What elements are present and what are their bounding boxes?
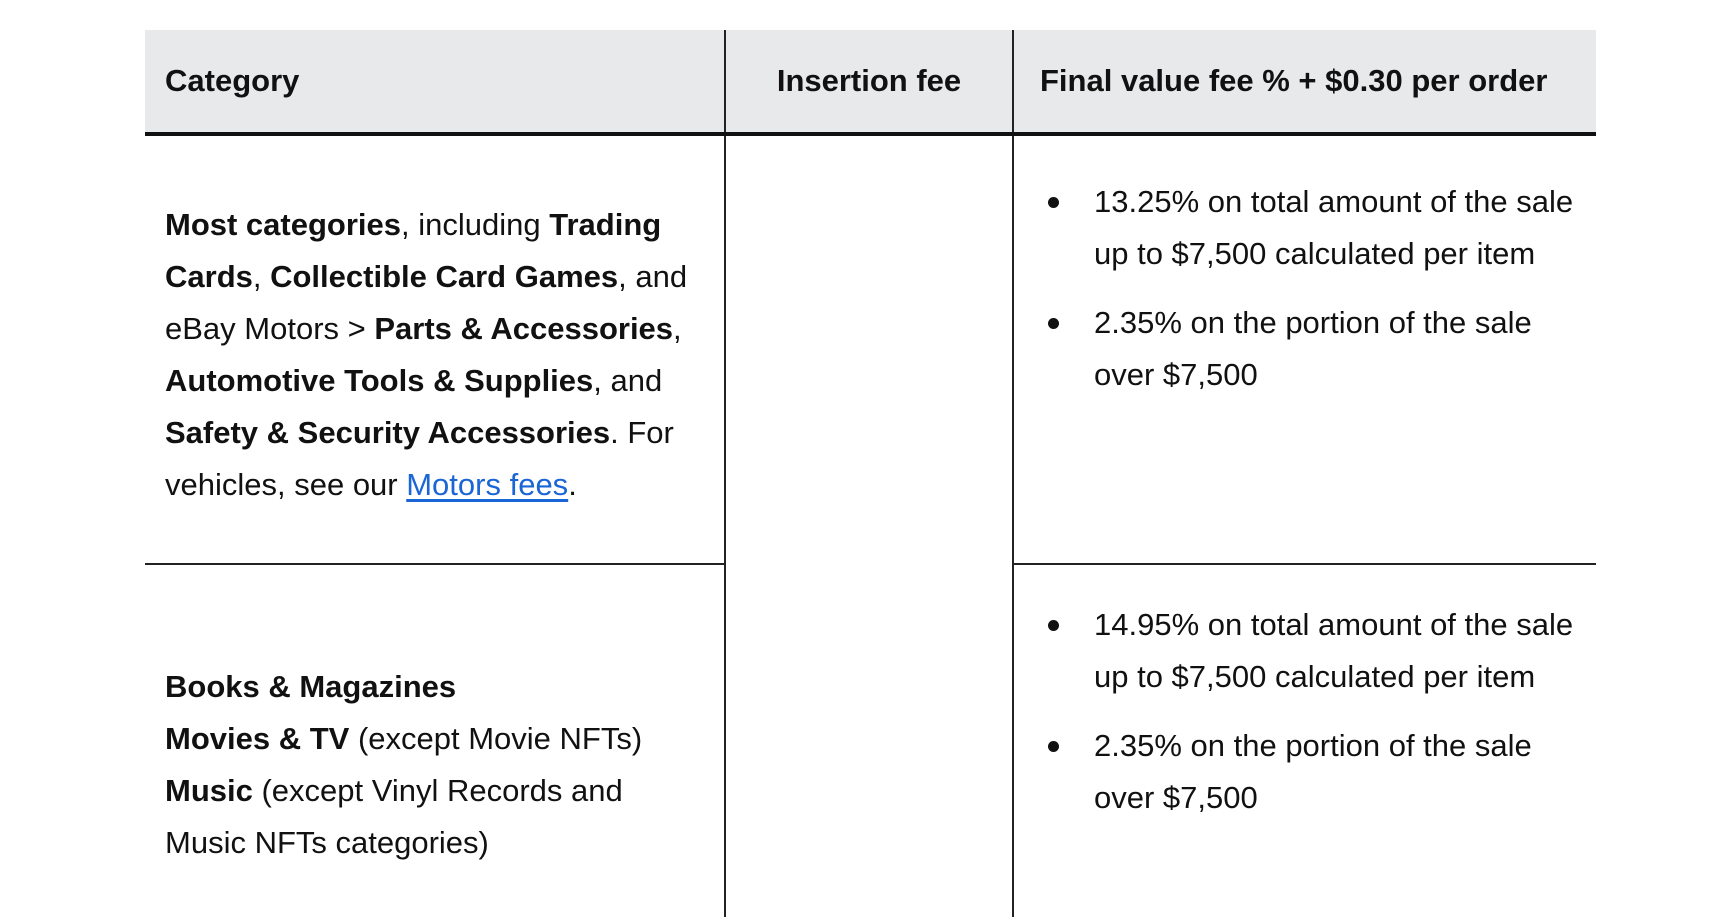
- category-line-books: [165, 661, 704, 713]
- final-value-fee-cell: [1013, 134, 1596, 564]
- table-row: [145, 134, 1596, 564]
- category-parts-accessories: Parts & Accessories: [374, 310, 674, 346]
- category-books: Books & Magazines: [165, 669, 457, 704]
- category-text: .: [568, 466, 577, 502]
- category-text: . For vehicles, see our: [165, 414, 674, 502]
- bullet-icon: [1048, 197, 1059, 208]
- category-text: ,: [673, 310, 682, 346]
- header-category: Category: [145, 30, 725, 134]
- category-safety-security: Safety & Security Accessories: [165, 414, 611, 450]
- category-movies: Movies & TV: [165, 721, 350, 756]
- final-value-fee-cell: [1013, 564, 1596, 917]
- table-header-row: [145, 30, 1596, 134]
- motors-fees-link[interactable]: Motors fees: [406, 466, 569, 502]
- fees-table: [145, 30, 1596, 917]
- category-text: , and eBay Motors >: [165, 258, 688, 346]
- header-insertion-fee: Insertion fee: [725, 30, 1013, 134]
- category-music: Music: [165, 773, 253, 808]
- list-item: [1034, 720, 1576, 824]
- category-text: , including: [401, 206, 550, 242]
- list-item: [1034, 599, 1576, 703]
- category-note: (except Movie NFTs): [349, 721, 643, 756]
- fee-text: 13.25% on total amount of the sale up to $7,500 calculated per item: [1094, 184, 1574, 271]
- fee-list: [1034, 599, 1576, 824]
- category-trading-cards: Trading Cards: [165, 206, 662, 294]
- category-line-movies: [165, 713, 704, 765]
- fee-text: 14.95% on total amount of the sale up to $7,500 calculated per item: [1094, 607, 1574, 694]
- category-collectible-card-games: Collectible Card Games: [270, 258, 619, 294]
- fee-text: 2.35% on the portion of the sale over $7,500: [1094, 305, 1532, 392]
- bullet-icon: [1048, 741, 1059, 752]
- fee-list: [1034, 176, 1576, 401]
- category-note: (except Vinyl Records and Music NFTs categories): [165, 773, 623, 860]
- category-text: ,: [252, 258, 271, 294]
- insertion-fee-cell: [725, 134, 1013, 917]
- category-most-categories: Most categories: [165, 206, 402, 242]
- category-cell: [145, 134, 725, 564]
- category-line-music: [165, 765, 704, 869]
- fee-text: 2.35% on the portion of the sale over $7,500: [1094, 728, 1532, 815]
- header-final-value-fee: Final value fee % + $0.30 per order: [1013, 30, 1596, 134]
- list-item: [1034, 176, 1576, 280]
- list-item: [1034, 297, 1576, 401]
- bullet-icon: [1048, 620, 1059, 631]
- category-automotive-tools: Automotive Tools & Supplies: [165, 362, 594, 398]
- category-cell: [145, 564, 725, 917]
- bullet-icon: [1048, 318, 1059, 329]
- category-text: , and: [593, 362, 663, 398]
